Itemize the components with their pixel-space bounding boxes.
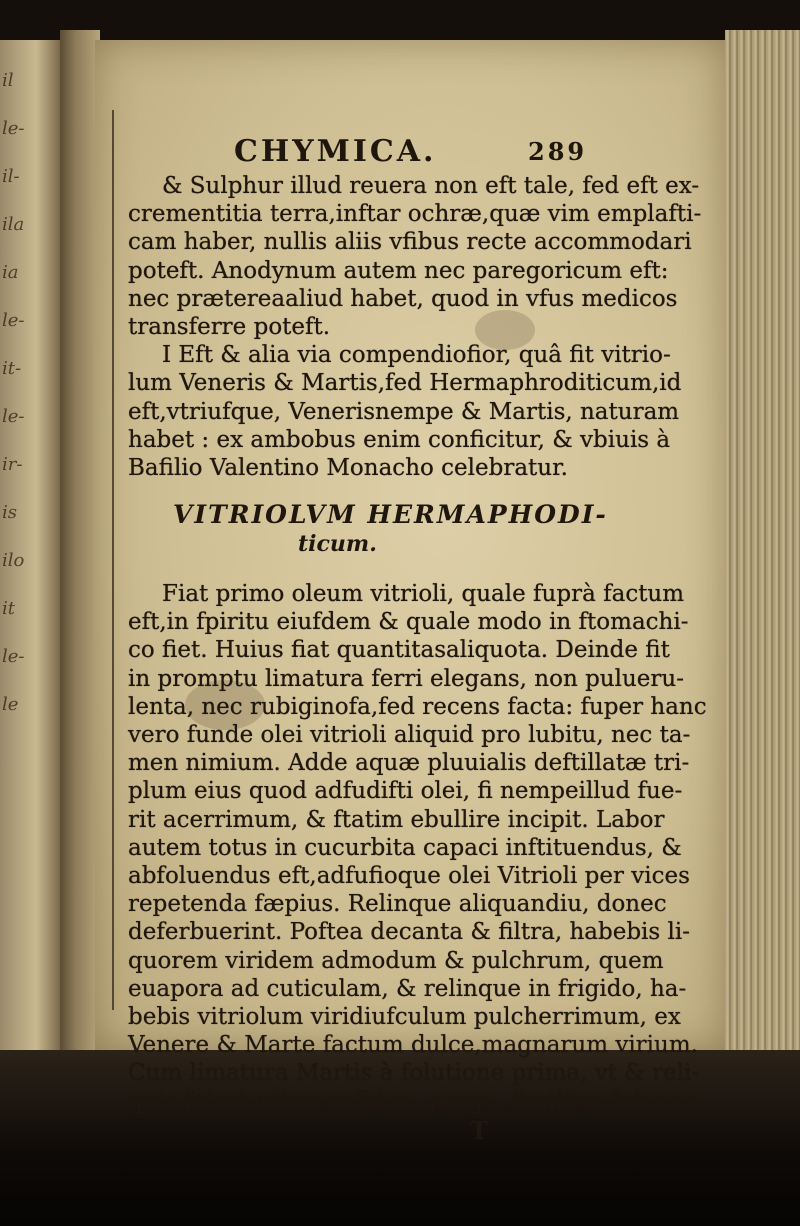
page-number: 289 bbox=[528, 137, 588, 166]
text-line: rit acerrimum, & ftatim ebullire incipit. Labor bbox=[128, 806, 665, 833]
text-line: plum eius quod adfudifti olei, fi nempeillud fue- bbox=[128, 778, 683, 805]
section-title-continuation: ticum. bbox=[298, 531, 377, 558]
fragment-text: le bbox=[2, 694, 19, 715]
text-line: bebis vitriolum viridiufculum pulcherrimum, ex bbox=[128, 1003, 681, 1030]
book-gutter bbox=[60, 30, 100, 1060]
text-line: cam haber, nullis aliis vfibus recte accommodari bbox=[128, 229, 692, 256]
text-line: habet : ex ambobus enim conficitur, & vbiuis à bbox=[128, 426, 671, 453]
text-line: co fiet. Huius fiat quantitasaliquota. Deinde fit bbox=[128, 637, 670, 664]
catchword: T bbox=[470, 1115, 488, 1145]
text-line: men nimium. Adde aquæ pluuialis deftillatæ tri- bbox=[128, 750, 690, 777]
text-line: quorem viridem admodum & pulchrum, quem bbox=[128, 947, 664, 974]
fragment-text: ir- bbox=[2, 454, 23, 475]
fragment-text: le- bbox=[2, 118, 25, 139]
fragment-text: le- bbox=[2, 406, 25, 427]
fragment-text: ila bbox=[2, 214, 25, 235]
fragment-text: it bbox=[2, 598, 15, 619]
text-line: Cum limatura Martis à folutione prima, vt & reli- bbox=[128, 1060, 700, 1087]
text-line: euapora ad cuticulam, & relinque in frigido, ha- bbox=[128, 975, 687, 1002]
paragraph-block-top bbox=[128, 172, 702, 482]
text-line: repetenda fæpius. Relinque aliquandiu, donec bbox=[128, 891, 667, 918]
text-line: nec prætereaaliud habet, quod in vfus medicos bbox=[128, 285, 678, 312]
paragraph-block-main bbox=[128, 580, 707, 1116]
text-line: crementitia terra,inftar ochræ,quæ vim emplafti- bbox=[128, 201, 702, 228]
fragment-text: le- bbox=[2, 310, 25, 331]
running-title: CHYMICA. bbox=[234, 134, 437, 169]
text-line: in promptu limatura ferri elegans, non pulueru- bbox=[128, 665, 684, 692]
text-line: transferre poteft. bbox=[128, 313, 331, 340]
text-line: I Eft & alia via compendiofior, quâ fit vitrio- bbox=[162, 342, 671, 369]
text-line: eft,vtriufque, Venerisnempe & Martis, naturam bbox=[128, 398, 680, 425]
text-line: poteft. Anodynum autem nec paregoricum eft: bbox=[128, 257, 669, 284]
text-line: Venere & Marte factum dulce,magnarum virium. bbox=[128, 1032, 698, 1059]
fragment-text: il bbox=[2, 70, 14, 91]
text-line: eft,in fpiritu eiufdem & quale modo in ftomachi- bbox=[128, 609, 689, 636]
text-line: vero funde olei vitrioli aliquid pro lubitu, nec ta- bbox=[128, 722, 691, 748]
text-line: Bafilio Valentino Monacho celebratur. bbox=[128, 454, 568, 481]
running-header bbox=[128, 132, 688, 172]
fragment-text: it- bbox=[2, 358, 22, 379]
text-line: lum Veneris & Martis,fed Hermaphroditicum,id bbox=[128, 370, 682, 397]
text-line: & Sulphur illud reuera non eft tale, fed eft ex- bbox=[162, 173, 700, 199]
text-line: autem totus in cucurbita capaci inftituendus, & bbox=[128, 834, 682, 861]
fragment-text: ilo bbox=[2, 550, 25, 571]
page-text bbox=[128, 132, 707, 1146]
text-line: lenta, nec rubiginofa,fed recens facta: fuper hanc bbox=[128, 693, 707, 720]
fragment-text: le- bbox=[2, 646, 25, 667]
fragment-text: il- bbox=[2, 166, 20, 187]
page-stack-edge bbox=[725, 30, 800, 1060]
fragment-text: ia bbox=[2, 262, 19, 283]
text-line: abfoluendus eft,adfufioque olei Vitrioli per vices bbox=[128, 862, 690, 889]
text-line: Fiat primo oleum vitrioli, quale fuprà factum bbox=[162, 581, 685, 608]
margin-rule bbox=[112, 110, 114, 1010]
text-line: deferbuerint. Poftea decanta & filtra, habebis li- bbox=[128, 919, 691, 946]
section-title: VITRIOLVM HERMAPHODI- bbox=[173, 500, 608, 530]
previous-page-edge bbox=[0, 40, 60, 1050]
fragment-text: is bbox=[2, 502, 17, 523]
text-line: quis folutionibus refiduu, perge, fimiliter foluens bbox=[128, 1088, 697, 1115]
